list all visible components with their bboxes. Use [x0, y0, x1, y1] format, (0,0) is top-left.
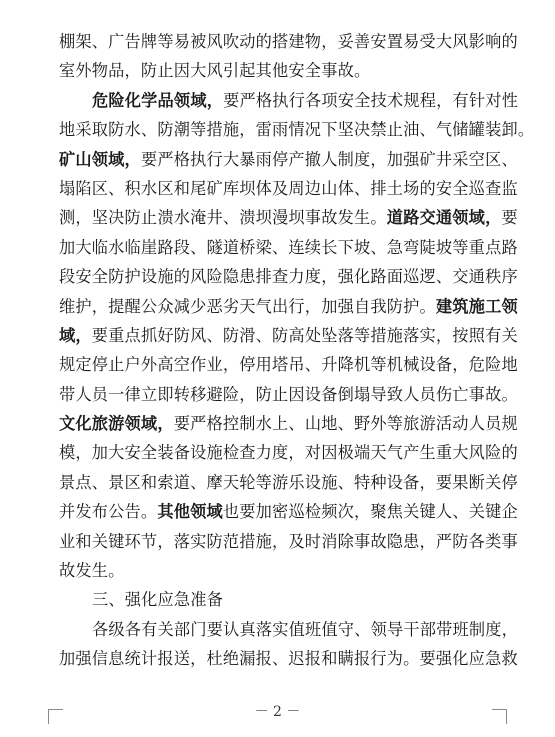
text-segment: 维护，提醒公众减少恶劣天气出行，加强自我防护。 [59, 296, 436, 316]
bold-keyword: 矿山领域， [59, 149, 141, 169]
text-segment: 段安全防护设施的风险隐患排查力度，强化路面巡逻、交通秩序 [59, 267, 518, 287]
text-segment: 要严格执行大暴雨停产撤人制度，加强矿井采空区、 [140, 149, 518, 169]
bold-keyword: 危险化学品领域， [92, 90, 224, 110]
text-segment: 模，加大安全装备设施检查力度，对因极端天气产生重大风险的 [59, 443, 518, 463]
text-segment: 室外物品，防止因大风引起其他安全事故。 [59, 61, 371, 81]
text-line [59, 262, 518, 291]
text-line [59, 115, 535, 144]
text-line [59, 409, 518, 438]
text-line [59, 556, 500, 585]
text-segment: 景点、景区和索道、摩天轮等游乐设施、特种设备，要果断关停 [59, 472, 518, 492]
text-segment: 业和关键环节，落实防范措施，及时消除事故隐患，严防各类事 [59, 531, 518, 551]
bold-keyword: 域， [59, 325, 92, 345]
text-segment: 地采取防水、防潮等措施，雷雨情况下坚决禁止油、气储罐装卸。 [59, 120, 535, 140]
text-line [59, 145, 518, 174]
text-segment: 各级各有关部门要认真落实值班值守、领导干部带班制度， [92, 619, 519, 639]
text-line [59, 233, 518, 262]
bold-keyword: 建筑施工领 [435, 296, 518, 316]
bold-keyword: 文化旅游领域， [59, 414, 174, 434]
text-segment: 要 [501, 208, 518, 228]
text-line [59, 321, 518, 350]
text-line [59, 615, 519, 644]
text-segment: 棚架、广告牌等易被风吹动的搭建物，妥善安置易受大风影响的 [59, 32, 518, 51]
text-segment: 带人员一律立即转移避险，防止因设备倒塌导致人员伤亡事故。 [59, 384, 518, 404]
text-segment: 要重点抓好防风、防滑、防高处坠落等措施落实，按照有关 [91, 325, 518, 345]
text-line [59, 174, 518, 203]
text-line [59, 468, 518, 497]
bold-keyword: 道路交通领域， [386, 208, 502, 228]
text-segment: 规定停止户外高空作业，停用塔吊、升降机等机械设备，危险地 [59, 355, 518, 375]
text-line [59, 497, 518, 526]
text-segment: 也要加密巡检频次，聚焦关键人、关键企 [222, 502, 518, 522]
text-segment: 要严格控制水上、山地、野外等旅游活动人员规 [173, 414, 518, 434]
text-line [59, 56, 500, 85]
bold-keyword: 其他领域 [157, 502, 223, 522]
text-line [59, 27, 518, 56]
text-segment: 故发生。 [59, 561, 125, 581]
text-line [59, 438, 518, 467]
text-line [59, 644, 518, 673]
text-line [59, 292, 518, 321]
page-number: － 2 － [254, 704, 301, 720]
body-text [59, 27, 535, 674]
text-segment: 加大临水临崖路段、隧道桥梁、连续长下坡、急弯陡坡等重点路 [59, 237, 518, 257]
text-segment: 塌陷区、积水区和尾矿库坝体及周边山体、排土场的安全巡查监 [59, 178, 518, 198]
text-line [59, 350, 518, 379]
section-heading [59, 585, 500, 614]
text-line [59, 203, 518, 232]
text-line [59, 86, 519, 115]
text-segment: 测，坚决防止溃水淹井、溃坝漫坝事故发生。 [59, 208, 387, 228]
text-segment: 加强信息统计报送，杜绝漏报、迟报和瞒报行为。要强化应急救 [59, 649, 518, 669]
text-segment: 三、强化应急准备 [92, 590, 224, 610]
text-segment: 并发布公告。 [59, 502, 158, 522]
text-segment: 要严格执行各项安全技术规程，有针对性 [223, 90, 519, 110]
text-line [59, 527, 518, 556]
text-line [59, 380, 518, 409]
